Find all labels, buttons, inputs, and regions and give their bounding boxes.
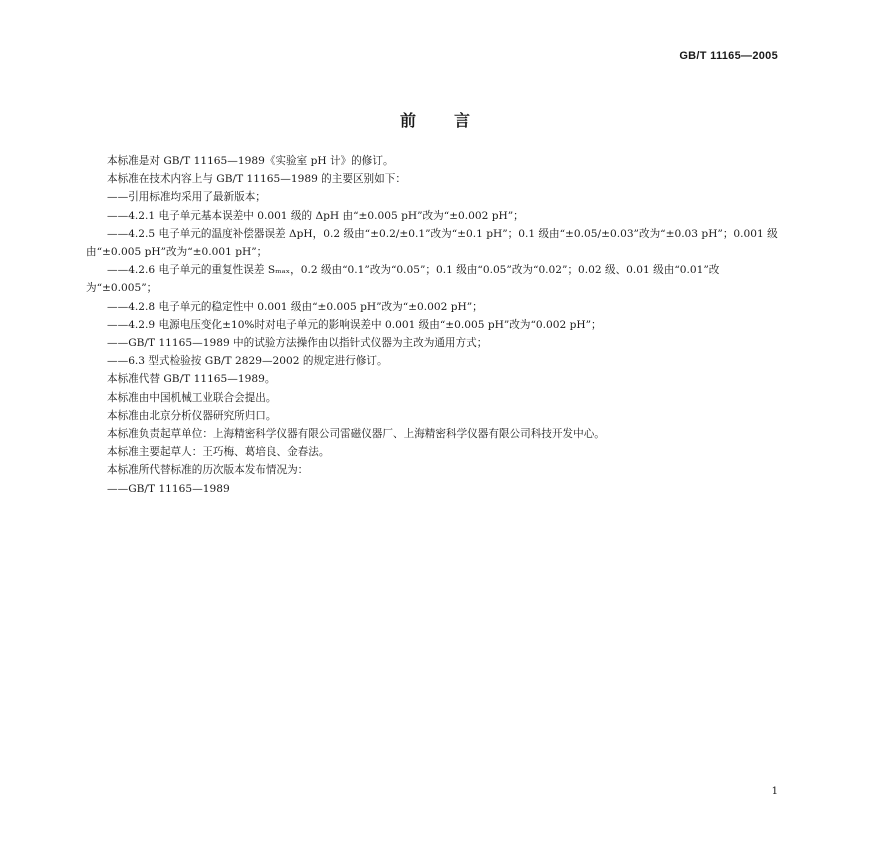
paragraph-drafting-units: 本标准负责起草单位：上海精密科学仪器有限公司雷磁仪器厂、上海精密科学仪器有限公司科技开发中心。 <box>107 428 605 441</box>
paragraph-proposed-by: 本标准由中国机械工业联合会提出。 <box>107 391 277 404</box>
change-item-7: ——GB/T 11165—1989 中的试验方法操作由以指针式仪器为主改为通用方式； <box>107 337 488 350</box>
title-char-2: 言 <box>454 111 471 130</box>
page-number: 1 <box>771 786 778 797</box>
history-item-1: ——GB/T 11165—1989 <box>107 482 230 495</box>
change-item-1: ——引用标准均采用了最新版本； <box>107 191 266 204</box>
title-char-1: 前 <box>399 111 416 130</box>
change-item-5: ——4.2.8 电子单元的稳定性中 0.001 级由“±0.005 pH”改为“±0.002 pH”； <box>107 300 483 313</box>
paragraph-2: 本标准在技术内容上与 GB/T 11165—1989 的主要区别如下： <box>107 173 406 186</box>
change-item-4: ——4.2.6 电子单元的重复性误差 Sₘₐₓ，0.2 级由“0.1”改为“0.05”；0.1 级由“0.05”改为“0.02”；0.02 级、0.01 级由“0.01”改为“±0.005”； <box>86 264 720 295</box>
paragraph-centralized-by: 本标准由北京分析仪器研究所归口。 <box>107 409 277 422</box>
paragraph-drafters: 本标准主要起草人：王巧梅、葛培良、金春法。 <box>107 446 330 459</box>
foreword-body <box>86 152 786 498</box>
change-item-3: ——4.2.5 电子单元的温度补偿器误差 ΔpH，0.2 级由“±0.2/±0.1”改为“±0.1 pH”；0.1 级由“±0.05/±0.03”改为“±0.03 pH”；0.001 级由“±0.005 pH”改为“±0.001 pH”； <box>86 227 778 259</box>
page-title <box>0 108 870 131</box>
paragraph-1: 本标准是对 GB/T 11165—1989《实验室 pH 计》的修订。 <box>107 155 394 167</box>
paragraph-replaces: 本标准代替 GB/T 11165—1989。 <box>107 373 276 386</box>
standard-number: GB/T 11165—2005 <box>679 50 778 62</box>
paragraph-history-intro: 本标准所代替标准的历次版本发布情况为： <box>107 464 309 477</box>
change-item-6: ——4.2.9 电源电压变化±10%时对电子单元的影响误差中 0.001 级由“±0.005 pH”改为“0.002 pH”； <box>107 318 602 331</box>
change-item-2: ——4.2.1 电子单元基本误差中 0.001 级的 ΔpH 由“±0.005 pH”改为“±0.002 pH”； <box>107 209 524 222</box>
change-item-8: ——6.3 型式检验按 GB/T 2829—2002 的规定进行修订。 <box>107 355 388 368</box>
